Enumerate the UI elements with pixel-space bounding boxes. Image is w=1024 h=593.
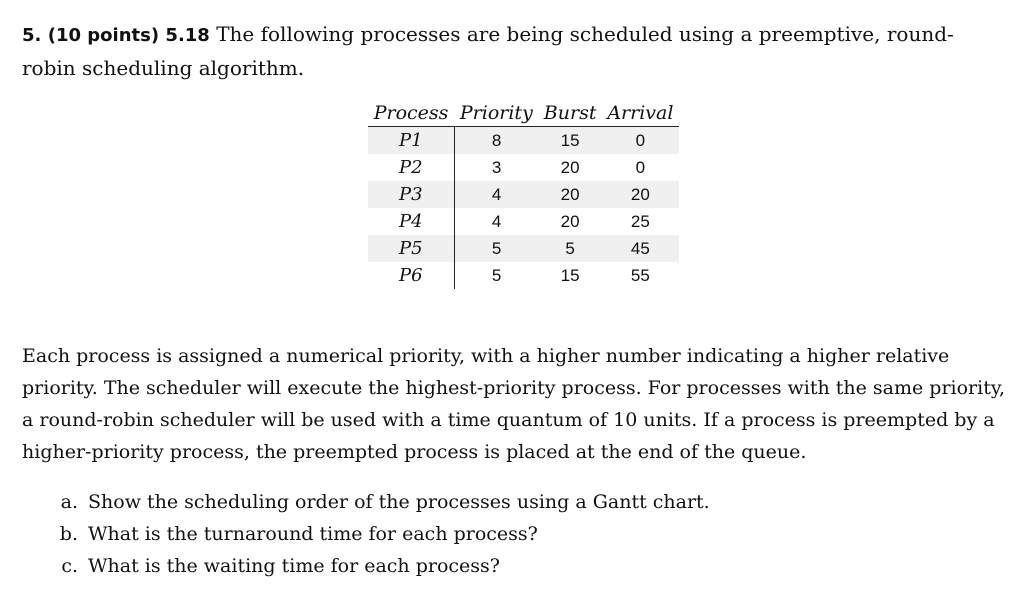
table-row — [368, 208, 679, 235]
cell-arrival: 25 — [630, 211, 650, 231]
cell-process: P6 — [368, 262, 454, 289]
question-letter: c. — [61, 555, 78, 577]
cell-process: P2 — [368, 154, 454, 181]
problem-heading — [22, 18, 1007, 84]
cell-process: P1 — [368, 127, 454, 155]
cell-process: P3 — [368, 181, 454, 208]
problem-number: 5. — [22, 25, 42, 46]
question-text: What is the turnaround time for each process? — [88, 523, 538, 545]
cell-burst: 15 — [539, 127, 602, 155]
table-row — [368, 154, 679, 181]
cell-burst: 20 — [560, 211, 580, 231]
cell-process: P5 — [368, 235, 454, 262]
process-table-wrap — [368, 99, 679, 289]
cell-priority: 4 — [491, 211, 502, 231]
process-table — [368, 99, 679, 289]
table-header-row — [368, 99, 679, 127]
cell-burst: 20 — [560, 157, 580, 177]
problem-id: 5.18 — [165, 25, 210, 46]
question-item — [22, 518, 922, 550]
cell-process: P4 — [368, 208, 454, 235]
header-priority: Priority — [454, 99, 538, 127]
question-text: Show the scheduling order of the processes using a Gantt chart. — [88, 491, 710, 513]
cell-priority: 5 — [491, 265, 502, 285]
cell-priority: 5 — [454, 235, 538, 262]
cell-priority: 3 — [491, 157, 502, 177]
header-burst: Burst — [539, 99, 602, 127]
table-row — [368, 181, 679, 208]
cell-burst: 20 — [539, 181, 602, 208]
question-item — [22, 550, 922, 582]
problem-points: (10 points) — [47, 25, 160, 46]
header-arrival: Arrival — [602, 99, 679, 127]
cell-arrival: 20 — [602, 181, 679, 208]
cell-arrival: 0 — [602, 127, 679, 155]
table-row — [368, 262, 679, 289]
cell-burst: 5 — [539, 235, 602, 262]
question-text: What is the waiting time for each process? — [88, 555, 500, 577]
cell-burst: 15 — [560, 265, 580, 285]
question-letter: b. — [59, 523, 78, 545]
description-paragraph: Each process is assigned a numerical priority, with a higher number indicating a higher relative priority. The scheduler will execute the highest-priority process. For processes with the same priority, a round-robin scheduler will be used with a time quantum of 10 units. If a process is preempted by a higher-priority process, the preempted process is placed at the end of the queue. — [22, 345, 1006, 463]
header-process: Process — [368, 99, 454, 127]
cell-arrival: 0 — [635, 157, 646, 177]
cell-arrival: 55 — [630, 265, 650, 285]
question-letter: a. — [60, 491, 78, 513]
table-row — [368, 235, 679, 262]
cell-arrival: 45 — [602, 235, 679, 262]
question-list — [22, 486, 922, 582]
question-item — [22, 486, 922, 518]
cell-priority: 4 — [454, 181, 538, 208]
problem-statement: The following processes are being scheduled using a preemptive, round-robin scheduling algorithm. — [22, 22, 954, 80]
table-row — [368, 127, 679, 155]
cell-priority: 8 — [454, 127, 538, 155]
